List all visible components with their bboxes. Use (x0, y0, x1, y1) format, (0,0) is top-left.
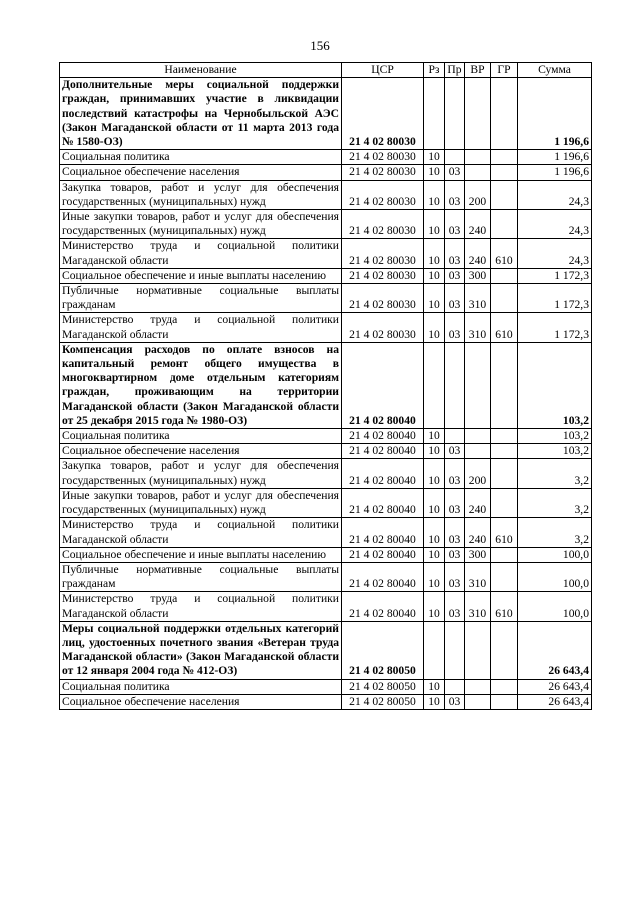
cell-name: Иные закупки товаров, работ и услуг для обеспечения государственных (муниципальных) нужд (60, 210, 342, 239)
table-header-row (60, 63, 592, 78)
table-row (60, 621, 592, 679)
table-row (60, 592, 592, 621)
cell-gr (491, 694, 518, 709)
cell-rz: 10 (424, 694, 445, 709)
cell-gr: 610 (491, 592, 518, 621)
cell-pr (445, 429, 465, 444)
cell-vr: 240 (465, 210, 491, 239)
cell-rz: 10 (424, 518, 445, 547)
cell-rz: 10 (424, 180, 445, 209)
cell-name: Социальная политика (60, 429, 342, 444)
cell-sum: 3,2 (518, 459, 592, 488)
cell-gr (491, 210, 518, 239)
cell-pr (445, 150, 465, 165)
cell-gr (491, 165, 518, 180)
table-row (60, 239, 592, 268)
table-row (60, 284, 592, 313)
cell-sum: 1 196,6 (518, 165, 592, 180)
cell-csr: 21 4 02 80030 (342, 239, 424, 268)
cell-csr: 21 4 02 80030 (342, 268, 424, 283)
cell-rz: 10 (424, 562, 445, 591)
cell-name: Закупка товаров, работ и услуг для обеспечения государственных (муниципальных) нужд (60, 459, 342, 488)
cell-csr: 21 4 02 80030 (342, 78, 424, 150)
table-row (60, 488, 592, 517)
cell-rz: 10 (424, 313, 445, 342)
cell-pr: 03 (445, 210, 465, 239)
table-row (60, 342, 592, 428)
cell-vr (465, 679, 491, 694)
cell-name: Министерство труда и социальной политики Магаданской области (60, 239, 342, 268)
cell-vr: 310 (465, 313, 491, 342)
cell-gr (491, 562, 518, 591)
cell-gr (491, 621, 518, 679)
cell-name: Меры социальной поддержки отдельных категорий лиц, удостоенных почетного звания «Ветеран труда Магаданской области» (Закон Магаданской области от 12 января 2004 года № 412-ОЗ) (60, 621, 342, 679)
cell-csr: 21 4 02 80030 (342, 180, 424, 209)
cell-pr: 03 (445, 284, 465, 313)
cell-gr (491, 488, 518, 517)
cell-pr (445, 78, 465, 150)
cell-vr: 200 (465, 459, 491, 488)
cell-rz: 10 (424, 444, 445, 459)
cell-rz: 10 (424, 150, 445, 165)
cell-vr: 310 (465, 592, 491, 621)
cell-sum: 1 172,3 (518, 284, 592, 313)
cell-rz: 10 (424, 165, 445, 180)
cell-name: Публичные нормативные социальные выплаты гражданам (60, 562, 342, 591)
cell-csr: 21 4 02 80030 (342, 284, 424, 313)
cell-vr (465, 694, 491, 709)
header-gr: ГР (491, 63, 518, 78)
budget-table (59, 62, 592, 710)
cell-csr: 21 4 02 80030 (342, 165, 424, 180)
cell-gr (491, 547, 518, 562)
cell-pr: 03 (445, 562, 465, 591)
cell-rz: 10 (424, 459, 445, 488)
header-pr: Пр (445, 63, 465, 78)
cell-name: Министерство труда и социальной политики Магаданской области (60, 592, 342, 621)
cell-pr: 03 (445, 592, 465, 621)
cell-csr: 21 4 02 80050 (342, 621, 424, 679)
cell-rz (424, 621, 445, 679)
cell-vr (465, 165, 491, 180)
cell-csr: 21 4 02 80040 (342, 488, 424, 517)
cell-rz: 10 (424, 547, 445, 562)
cell-name: Социальное обеспечение населения (60, 694, 342, 709)
cell-name: Закупка товаров, работ и услуг для обеспечения государственных (муниципальных) нужд (60, 180, 342, 209)
cell-pr: 03 (445, 518, 465, 547)
cell-pr: 03 (445, 444, 465, 459)
cell-vr (465, 78, 491, 150)
table-row (60, 518, 592, 547)
cell-pr: 03 (445, 180, 465, 209)
cell-pr (445, 621, 465, 679)
cell-name: Социальная политика (60, 679, 342, 694)
cell-csr: 21 4 02 80040 (342, 518, 424, 547)
cell-sum: 24,3 (518, 210, 592, 239)
cell-csr: 21 4 02 80040 (342, 342, 424, 428)
header-vr: ВР (465, 63, 491, 78)
cell-sum: 103,2 (518, 429, 592, 444)
cell-pr (445, 679, 465, 694)
cell-csr: 21 4 02 80030 (342, 313, 424, 342)
cell-sum: 26 643,4 (518, 694, 592, 709)
cell-sum: 100,0 (518, 592, 592, 621)
header-name: Наименование (60, 63, 342, 78)
cell-csr: 21 4 02 80040 (342, 592, 424, 621)
cell-gr (491, 180, 518, 209)
cell-rz: 10 (424, 592, 445, 621)
cell-name: Компенсация расходов по оплате взносов на капитальный ремонт общего имущества в многоквартирном доме отдельным категориям граждан, проживающим на территории Магаданской области (Закон Магаданской области от 25 декабря 2015 года № 1980-ОЗ) (60, 342, 342, 428)
cell-gr (491, 150, 518, 165)
cell-sum: 1 172,3 (518, 268, 592, 283)
cell-sum: 24,3 (518, 239, 592, 268)
cell-pr: 03 (445, 165, 465, 180)
cell-vr: 310 (465, 284, 491, 313)
cell-sum: 26 643,4 (518, 621, 592, 679)
cell-vr: 240 (465, 488, 491, 517)
header-csr: ЦСР (342, 63, 424, 78)
cell-sum: 24,3 (518, 180, 592, 209)
cell-rz: 10 (424, 210, 445, 239)
cell-csr: 21 4 02 80050 (342, 694, 424, 709)
cell-gr (491, 429, 518, 444)
cell-vr: 310 (465, 562, 491, 591)
header-rz: Рз (424, 63, 445, 78)
cell-gr (491, 342, 518, 428)
header-sum: Сумма (518, 63, 592, 78)
cell-gr (491, 459, 518, 488)
cell-vr (465, 621, 491, 679)
cell-name: Публичные нормативные социальные выплаты гражданам (60, 284, 342, 313)
cell-csr: 21 4 02 80040 (342, 429, 424, 444)
cell-pr (445, 342, 465, 428)
cell-name: Социальное обеспечение населения (60, 165, 342, 180)
cell-name: Социальное обеспечение и иные выплаты населению (60, 268, 342, 283)
cell-gr (491, 268, 518, 283)
cell-pr: 03 (445, 239, 465, 268)
cell-pr: 03 (445, 488, 465, 517)
cell-sum: 3,2 (518, 488, 592, 517)
cell-csr: 21 4 02 80050 (342, 679, 424, 694)
table-row (60, 679, 592, 694)
table-row (60, 78, 592, 150)
cell-csr: 21 4 02 80030 (342, 150, 424, 165)
cell-gr (491, 444, 518, 459)
table-row (60, 547, 592, 562)
cell-sum: 1 196,6 (518, 150, 592, 165)
cell-gr: 610 (491, 518, 518, 547)
cell-rz: 10 (424, 429, 445, 444)
cell-csr: 21 4 02 80040 (342, 562, 424, 591)
cell-vr (465, 150, 491, 165)
cell-csr: 21 4 02 80040 (342, 459, 424, 488)
cell-vr: 300 (465, 268, 491, 283)
cell-sum: 103,2 (518, 342, 592, 428)
cell-gr: 610 (491, 239, 518, 268)
cell-pr: 03 (445, 313, 465, 342)
table-row (60, 562, 592, 591)
cell-name: Иные закупки товаров, работ и услуг для обеспечения государственных (муниципальных) нужд (60, 488, 342, 517)
table-row (60, 165, 592, 180)
cell-pr: 03 (445, 547, 465, 562)
cell-sum: 100,0 (518, 547, 592, 562)
cell-rz: 10 (424, 268, 445, 283)
cell-sum: 103,2 (518, 444, 592, 459)
cell-rz: 10 (424, 488, 445, 517)
cell-csr: 21 4 02 80040 (342, 444, 424, 459)
cell-rz (424, 342, 445, 428)
cell-sum: 3,2 (518, 518, 592, 547)
table-row (60, 313, 592, 342)
cell-gr (491, 78, 518, 150)
cell-sum: 1 196,6 (518, 78, 592, 150)
table-row (60, 180, 592, 209)
table-row (60, 150, 592, 165)
table-row (60, 210, 592, 239)
cell-name: Министерство труда и социальной политики Магаданской области (60, 518, 342, 547)
cell-name: Дополнительные меры социальной поддержки граждан, принимавших участие в ликвидации последствий катастрофы на Чернобыльской АЭС (Закон Магаданской области от 11 марта 2013 года № 1580-ОЗ) (60, 78, 342, 150)
table-row (60, 268, 592, 283)
cell-gr (491, 679, 518, 694)
cell-rz: 10 (424, 239, 445, 268)
cell-vr: 300 (465, 547, 491, 562)
table-row (60, 694, 592, 709)
cell-csr: 21 4 02 80040 (342, 547, 424, 562)
cell-vr (465, 342, 491, 428)
table-body (60, 78, 592, 710)
cell-csr: 21 4 02 80030 (342, 210, 424, 239)
cell-rz (424, 78, 445, 150)
cell-vr: 240 (465, 239, 491, 268)
cell-name: Министерство труда и социальной политики Магаданской области (60, 313, 342, 342)
cell-sum: 26 643,4 (518, 679, 592, 694)
cell-vr: 200 (465, 180, 491, 209)
table-row (60, 444, 592, 459)
table-row (60, 459, 592, 488)
cell-rz: 10 (424, 284, 445, 313)
cell-vr (465, 429, 491, 444)
cell-name: Социальное обеспечение и иные выплаты населению (60, 547, 342, 562)
cell-name: Социальное обеспечение населения (60, 444, 342, 459)
cell-rz: 10 (424, 679, 445, 694)
cell-vr (465, 444, 491, 459)
cell-pr: 03 (445, 694, 465, 709)
cell-sum: 100,0 (518, 562, 592, 591)
cell-gr: 610 (491, 313, 518, 342)
cell-pr: 03 (445, 459, 465, 488)
cell-pr: 03 (445, 268, 465, 283)
cell-name: Социальная политика (60, 150, 342, 165)
cell-vr: 240 (465, 518, 491, 547)
table-row (60, 429, 592, 444)
cell-gr (491, 284, 518, 313)
cell-sum: 1 172,3 (518, 313, 592, 342)
page-number: 156 (310, 38, 330, 53)
